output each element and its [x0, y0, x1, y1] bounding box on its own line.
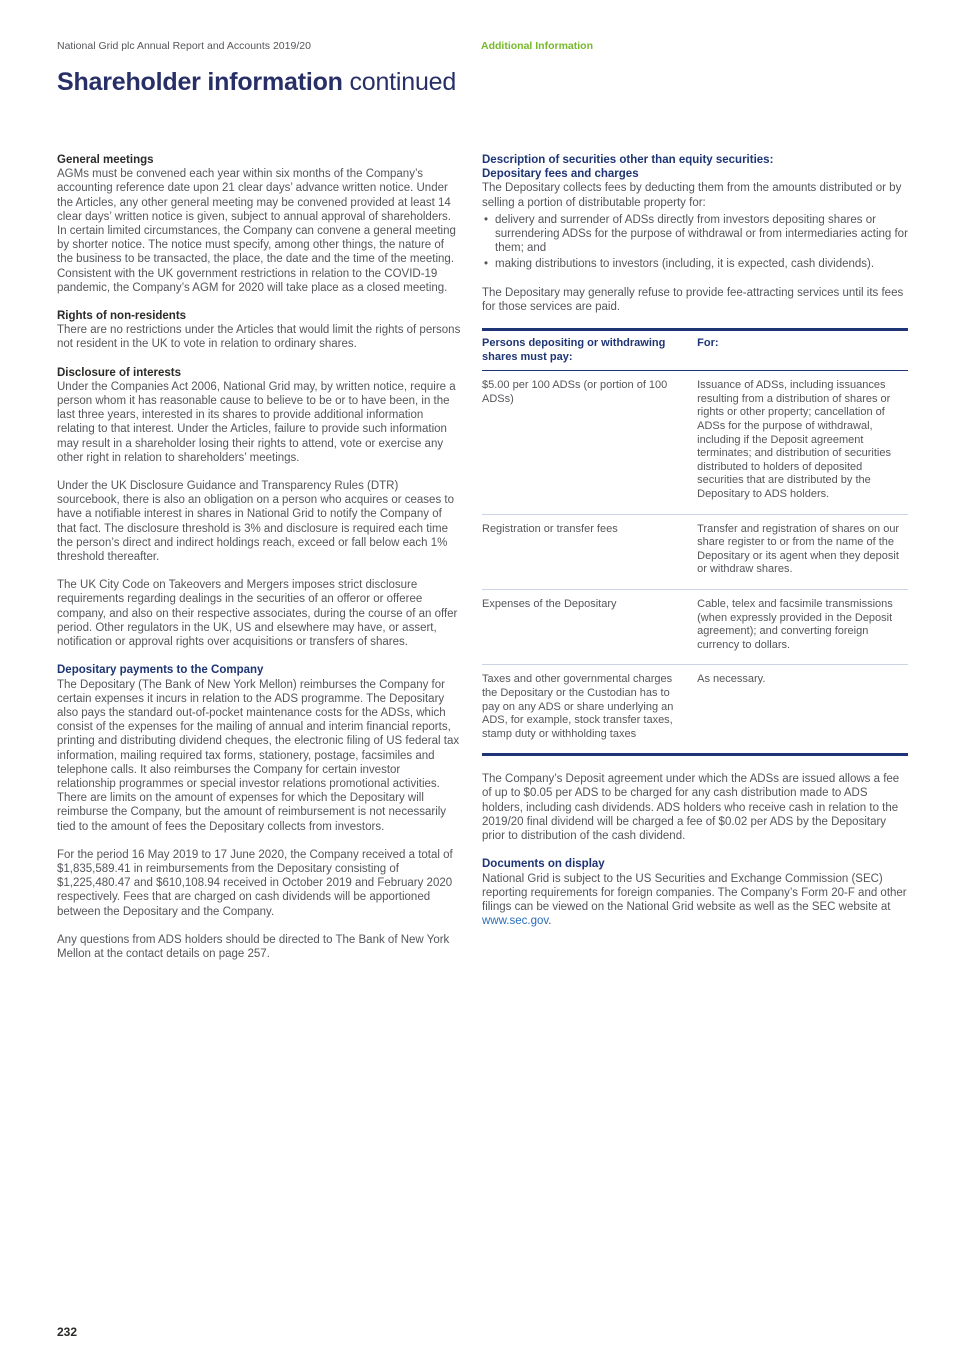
section-rights-of-non-residents [57, 309, 461, 352]
content-columns [57, 153, 908, 975]
left-column [57, 153, 461, 975]
table-cell-for: Transfer and registration of shares on our share register to or from the name of the Depositary or its agent when they deposit or withdraw shares. [697, 514, 908, 589]
section-disclosure-of-interests [57, 366, 461, 650]
page-title-main: Shareholder information [57, 68, 343, 96]
section-documents-on-display [482, 857, 908, 928]
section-depositary-payments [57, 663, 461, 961]
paragraph: Under the UK Disclosure Guidance and Transparency Rules (DTR) sourcebook, there is also an obligation on a person who acquires or ceases to have a notifiable interest in shares in National Grid to notify the Company of that fact. The disclosure threshold is 3% and disclosure is required each time the person’s direct and indirect holdings reach, exceed or fall below each 1% threshold thereafter. [57, 480, 454, 564]
table-header-persons: Persons depositing or withdrawing shares must pay: [482, 330, 697, 371]
table-cell-pay: Taxes and other governmental charges the Depositary or the Custodian has to pay on any ADS or share underlying an ADS, for example, stock transfer taxes, stamp duty or withholding taxes [482, 673, 674, 740]
report-title-text: National Grid plc Annual Report and Accounts 2019/20 [57, 40, 311, 52]
table-cell-for: Cable, telex and facsimile transmissions (when expressly provided in the Deposit agreement); and converting foreign currency to dollars. [697, 589, 908, 664]
paragraph: The Company’s Deposit agreement under which the ADSs are issued allows a fee of up to $0.05 per ADS to be charged for any cash distribution made to ADS holders, including cash dividends. ADS holders who receive cash in relation to the 2019/20 final dividend will be charged a fee of $0.02 per ADS by the Depositary prior to distribution of the cash dividend. [482, 773, 900, 843]
heading-disclosure-of-interests: Disclosure of interests [57, 366, 181, 379]
page-number: 232 [57, 1325, 78, 1339]
paragraph: The Depositary (The Bank of New York Mellon) reimburses the Company for certain expenses it incurs in relation to the ADS programme. The Depositary also pays the standard out-of-pocket maintenance costs for the ADSs, which consist of the expenses for the mailing of annual and interim financial reports, printing and distributing dividend cheques, the electronic filing of US federal tax information, mailing required tax forms, stationery, postage, facsimiles and telephone calls. It also reimburses the Company for certain investor relationship programmes or special investor relations promotional activities. There are limits on the amount of expenses for which the Depositary will reimburse the Company, but the amount of reimbursement is not necessarily tied to the amount of fees the Depositary collects from investors. [57, 678, 460, 833]
paragraph: The Depositary collects fees by deducting them from the amounts distributed or by selling a portion of distributable property for: [482, 182, 902, 209]
table-cell-pay: Expenses of the Depositary [482, 589, 697, 664]
table-cell-for: As necessary. [697, 673, 766, 686]
paragraph: AGMs must be convened each year within six months of the Company’s accounting reference date upon 21 clear days’ advance written notice. Under the Articles, any other general meeting may be convened provided at least 14 clear days’ written notice is given, subject to annual approval of shareholders. In certain limited circumstances, the Company can convene a general meeting by shorter notice. The notice must specify, among other things, the nature of the business to be transacted, the place, the date and the time of the meeting. Consistent with the UK government restrictions in relation to the COVID-19 pandemic, the Company’s AGM for 2020 will take place as a closed meeting. [57, 168, 456, 294]
table-row [482, 514, 908, 589]
heading-documents-on-display: Documents on display [482, 858, 605, 871]
page-title [57, 67, 908, 97]
bullet-item: • delivery and surrender of ADSs directly from investors depositing shares or surrendering ADSs for the purpose of withdrawal or from intermediaries acting for them; and [482, 213, 908, 256]
page-header [57, 40, 908, 53]
sec-website-link[interactable]: www.sec.gov [482, 915, 549, 928]
paragraph: Any questions from ADS holders should be directed to The Bank of New York Mellon at the contact details on page 257. [57, 933, 450, 960]
right-column [482, 153, 908, 975]
heading-rights-of-non-residents: Rights of non-residents [57, 310, 187, 323]
table-cell-pay: Registration or transfer fees [482, 514, 697, 589]
bullet-item: • making distributions to investors (including, it is expected, cash dividends). [482, 257, 908, 271]
fees-bullet-list [482, 213, 908, 272]
paragraph-text: National Grid is subject to the US Securities and Exchange Commission (SEC) reporting requirements for foreign companies. The Company’s Form 20-F and other filings can be viewed on the National Grid website as well as the SEC website at [482, 872, 907, 913]
page-title-suffix: continued [342, 68, 457, 96]
depositary-fees-table [482, 328, 908, 756]
table-cell-for: Issuance of ADSs, including issuances resulting from a distribution of shares or rights or other property; cancellation of ADSs for the purpose of withdrawal, including if the Deposit agreement terminates; and distribution of securities distributed to holders of deposited securities that are distributed by the Depositary to ADS holders. [697, 371, 908, 514]
section-tab-label: Additional Information [481, 40, 593, 52]
paragraph: Under the Companies Act 2006, National Grid may, by written notice, require a person whom it has reasonable cause to believe to be or to have been, in the last three years, interested in its shares to provide additional information relating to that interest. Under the Articles, failure to provide such information may result in a shareholder losing their rights to attend, vote or exercise any other right in relation to shareholders’ meetings. [57, 380, 456, 464]
paragraph-text: . [548, 915, 552, 928]
paragraph: For the period 16 May 2019 to 17 June 2020, the Company received a total of $1,835,589.41 in reimbursements from the Depositary consisting of $1,225,480.47 and $610,108.94 received in October 2019 and February 2020 respectively. Fees that are charged on cash dividends will be apportioned between the Depositary and the Company. [57, 848, 453, 918]
heading-line: Description of securities other than equity securities: [482, 154, 774, 166]
paragraph: There are no restrictions under the Articles that would limit the rights of persons not resident in the UK to vote in relation to ordinary shares. [57, 324, 461, 351]
table-row [482, 589, 908, 664]
paragraph [482, 872, 908, 929]
heading-general-meetings: General meetings [57, 154, 154, 166]
paragraph: The UK City Code on Takeovers and Mergers imposes strict disclosure requirements regarding dealings in the securities of an offeror or offeree company, and also on their respective associates, during the course of an offer period. Other regulators in the UK, US and elsewhere may have, or assert, notification or approval rights over acquisitions or transfers of shares. [57, 579, 458, 649]
heading-depositary-payments: Depositary payments to the Company [57, 664, 264, 677]
table-row [482, 665, 908, 755]
heading-depositary-fees [482, 153, 908, 181]
table-row [482, 371, 908, 514]
paragraph: The Depositary may generally refuse to provide fee-attracting services until its fees for those services are paid. [482, 286, 904, 313]
section-general-meetings [57, 153, 461, 295]
section-depositary-fees [482, 153, 908, 314]
heading-line: Depositary fees and charges [482, 168, 639, 181]
table-header-row [482, 330, 908, 371]
table-cell-pay: $5.00 per 100 ADSs (or portion of 100 ADSs) [482, 371, 697, 514]
table-header-for: For: [697, 330, 908, 371]
